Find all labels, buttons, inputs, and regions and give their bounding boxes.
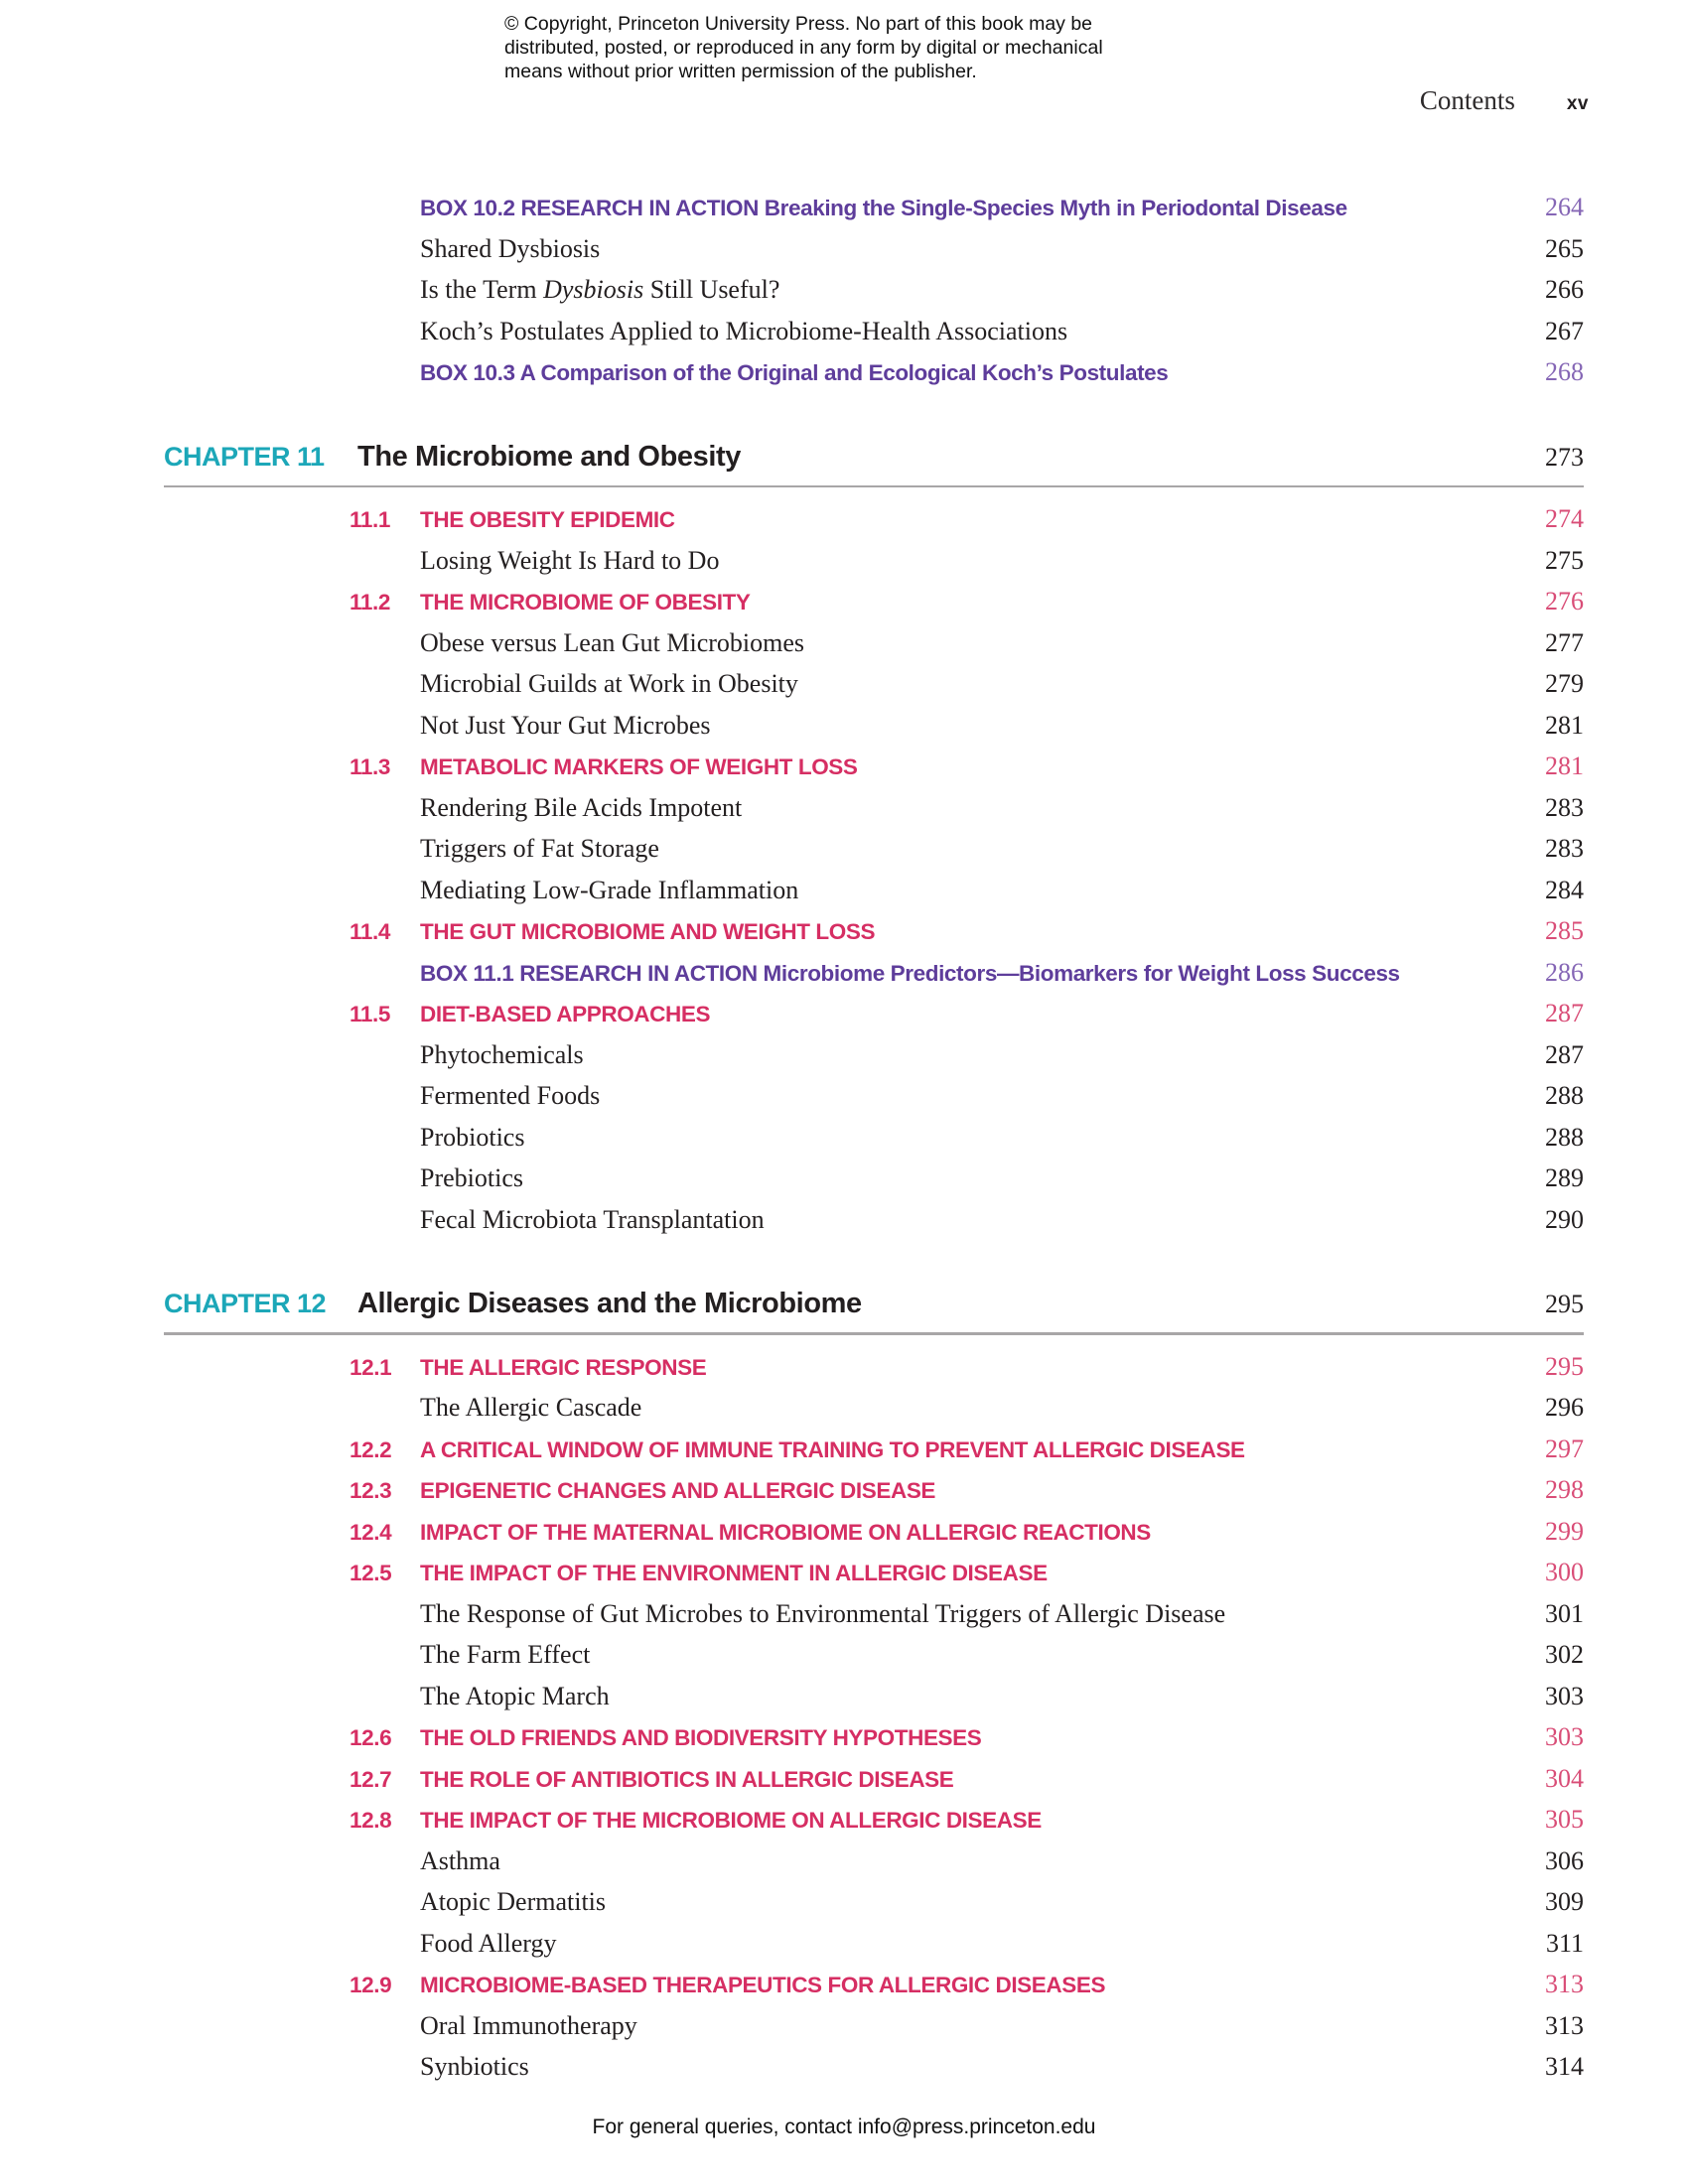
page-number: 311 — [1545, 1928, 1584, 1958]
entry-title: The Atopic March — [420, 1681, 610, 1710]
entry-title: The Farm Effect — [420, 1640, 591, 1669]
entry-title: Atopic Dermatitis — [420, 1887, 607, 1916]
entry-title: Rendering Bile Acids Impotent — [420, 792, 743, 822]
page-number: 306 — [1545, 1845, 1584, 1875]
toc-subsection-row — [164, 1846, 1584, 1888]
toc-subsection-row — [164, 546, 1584, 588]
entry-title: THE IMPACT OF THE ENVIRONMENT IN ALLERGIC DISEASE — [420, 1561, 1048, 1585]
entry-title: The Response of Gut Microbes to Environmental Triggers of Allergic Disease — [420, 1598, 1226, 1628]
toc-subsection-row — [164, 1393, 1584, 1434]
toc-subsection-row — [164, 234, 1584, 276]
chapter-title: The Microbiome and Obesity — [357, 440, 741, 473]
page-number: 309 — [1545, 1887, 1584, 1916]
page-number: 313 — [1545, 2010, 1584, 2040]
page-number: 285 — [1545, 916, 1584, 945]
toc-section-row — [164, 999, 1584, 1040]
page-number: 313 — [1545, 1970, 1584, 1998]
queries-contact-line: For general queries, contact info@press.princeton.edu — [592, 2116, 1096, 2138]
page-number: 273 — [1545, 442, 1584, 472]
entry-title: A CRITICAL WINDOW OF IMMUNE TRAINING TO PREVENT ALLERGIC DISEASE — [420, 1436, 1245, 1462]
page-number: 287 — [1545, 999, 1584, 1027]
page-folio: xv — [1566, 93, 1589, 114]
page-number: 300 — [1545, 1558, 1584, 1586]
entry-title: Koch’s Postulates Applied to Microbiome-Health Associations — [420, 316, 1068, 345]
page-number: 314 — [1545, 2052, 1584, 2081]
toc-section-row — [164, 1558, 1584, 1599]
toc-section-row — [164, 1722, 1584, 1764]
entry-title: IMPACT OF THE MATERNAL MICROBIOME ON ALLERGIC REACTIONS — [420, 1519, 1151, 1545]
entry-title: THE MICROBIOME OF OBESITY — [420, 590, 751, 614]
toc-section-row — [164, 1517, 1584, 1559]
page-number: 281 — [1545, 710, 1584, 740]
entry-title: Probiotics — [420, 1122, 525, 1152]
entry-title: THE ALLERGIC RESPONSE — [420, 1354, 707, 1380]
entry-title: Food Allergy — [420, 1928, 557, 1958]
toc-box-row — [164, 193, 1584, 234]
toc-section-row — [164, 1970, 1584, 2011]
page-number: 286 — [1545, 957, 1584, 987]
entry-title: Fecal Microbiota Transplantation — [420, 1204, 765, 1234]
section-number: 12.5 — [350, 1561, 392, 1585]
entry-title: METABOLIC MARKERS OF WEIGHT LOSS — [420, 754, 858, 779]
toc-subsection-row — [164, 876, 1584, 917]
toc-subsection-row — [164, 317, 1584, 358]
copyright-notice — [504, 12, 1103, 83]
chapter-header — [164, 441, 1584, 474]
section-number: 12.7 — [350, 1766, 392, 1792]
entry-title: Prebiotics — [420, 1163, 523, 1192]
toc-subsection-row — [164, 1599, 1584, 1641]
toc-section-row — [164, 1434, 1584, 1476]
page-number: 301 — [1545, 1598, 1584, 1628]
entry-title: The Allergic Cascade — [420, 1393, 642, 1422]
entry-title: THE OBESITY EPIDEMIC — [420, 507, 675, 532]
entry-title: THE IMPACT OF THE MICROBIOME ON ALLERGIC DISEASE — [420, 1808, 1042, 1833]
page-number: 297 — [1545, 1433, 1584, 1463]
toc-section-row — [164, 587, 1584, 628]
entry-title: Asthma — [420, 1845, 500, 1875]
contents-label: Contents — [1419, 85, 1515, 115]
entry-title: BOX 10.2 RESEARCH IN ACTION Breaking the Single-Species Myth in Periodontal Disease — [420, 196, 1347, 220]
page-number: 302 — [1545, 1640, 1584, 1669]
toc-section-row — [164, 1764, 1584, 1806]
entry-title: MICROBIOME-BASED THERAPEUTICS FOR ALLERGIC DISEASES — [420, 1973, 1106, 1997]
page-number: 287 — [1545, 1039, 1584, 1069]
page-number: 303 — [1545, 1722, 1584, 1751]
chapter-label: CHAPTER 11 — [164, 441, 325, 472]
chapter-10-spillover-rows — [164, 193, 1584, 399]
toc-subsection-row — [164, 711, 1584, 752]
toc-subsection-row — [164, 275, 1584, 317]
page-number: 274 — [1545, 504, 1584, 533]
section-number: 12.9 — [350, 1973, 392, 1997]
toc-subsection-row — [164, 2011, 1584, 2053]
toc-subsection-row — [164, 669, 1584, 711]
entry-title: Triggers of Fat Storage — [420, 834, 659, 863]
copyright-line: © Copyright, Princeton University Press. No part of this book may be — [504, 13, 1093, 35]
toc-subsection-row — [164, 1929, 1584, 1971]
page-number: 289 — [1545, 1163, 1584, 1192]
section-number: 11.4 — [350, 919, 390, 944]
toc-section-row — [164, 1475, 1584, 1517]
page-number: 303 — [1545, 1681, 1584, 1710]
page-number: 279 — [1545, 669, 1584, 698]
entry-title: Obese versus Lean Gut Microbiomes — [420, 627, 805, 657]
section-number: 12.8 — [350, 1808, 392, 1833]
page-number: 299 — [1545, 1516, 1584, 1546]
page-number: 284 — [1545, 875, 1584, 904]
section-number: 12.4 — [350, 1519, 392, 1545]
toc-section-row — [164, 504, 1584, 546]
entry-title: Is the Term Dysbiosis Still Useful? — [420, 275, 780, 304]
entry-title: BOX 11.1 RESEARCH IN ACTION Microbiome Predictors—Biomarkers for Weight Loss Success — [420, 960, 1400, 986]
entry-title: BOX 10.3 A Comparison of the Original and Ecological Koch’s Postulates — [420, 360, 1169, 385]
page-number: 295 — [1545, 1351, 1584, 1381]
section-number: 11.3 — [350, 754, 390, 779]
entry-title: Mediating Low-Grade Inflammation — [420, 875, 799, 904]
chapter-label: CHAPTER 12 — [164, 1289, 327, 1318]
page-number: 288 — [1545, 1122, 1584, 1152]
chapter-header — [164, 1288, 1584, 1320]
page-number: 277 — [1545, 627, 1584, 657]
section-number: 12.3 — [350, 1478, 392, 1503]
toc-subsection-row — [164, 1163, 1584, 1205]
copyright-line: means without prior written permission of the publisher. — [504, 61, 977, 82]
toc-subsection-row — [164, 1682, 1584, 1723]
toc-subsection-row — [164, 628, 1584, 670]
toc-section-row — [164, 1805, 1584, 1846]
page-number: 283 — [1545, 792, 1584, 822]
toc-subsection-row — [164, 1040, 1584, 1082]
toc-subsection-row — [164, 1205, 1584, 1247]
toc-subsection-row — [164, 1887, 1584, 1929]
entry-title: EPIGENETIC CHANGES AND ALLERGIC DISEASE — [420, 1478, 936, 1503]
entry-title: Synbiotics — [420, 2052, 529, 2081]
running-head — [1420, 85, 1589, 116]
page-number: 304 — [1545, 1763, 1584, 1793]
entry-title: THE GUT MICROBIOME AND WEIGHT LOSS — [420, 919, 876, 944]
entry-title: Oral Immunotherapy — [420, 2010, 637, 2040]
chapter-12-block — [164, 1288, 1584, 2094]
page-number: 267 — [1545, 316, 1584, 345]
toc-subsection-row — [164, 1640, 1584, 1682]
page-number: 288 — [1545, 1081, 1584, 1110]
entry-title: Microbial Guilds at Work in Obesity — [420, 669, 798, 698]
toc-subsection-row — [164, 834, 1584, 876]
toc-section-row — [164, 916, 1584, 958]
section-number: 12.2 — [350, 1436, 392, 1462]
section-number: 11.5 — [350, 1002, 390, 1026]
page-number: 275 — [1545, 545, 1584, 575]
page-number: 276 — [1545, 587, 1584, 615]
page-number: 295 — [1545, 1290, 1584, 1318]
page-number: 266 — [1545, 275, 1584, 304]
entry-title: Fermented Foods — [420, 1081, 601, 1110]
page-number: 305 — [1545, 1805, 1584, 1834]
toc-subsection-row — [164, 793, 1584, 835]
toc-section-row — [164, 751, 1584, 793]
page-number: 268 — [1545, 357, 1584, 386]
toc-subsection-row — [164, 2052, 1584, 2094]
copyright-line: distributed, posted, or reproduced in any form by digital or mechanical — [504, 37, 1103, 59]
entry-title: Phytochemicals — [420, 1039, 584, 1069]
page-number: 283 — [1545, 834, 1584, 863]
page-number: 264 — [1545, 193, 1584, 221]
page-number: 298 — [1545, 1475, 1584, 1504]
chapter-11-block — [164, 441, 1584, 1247]
toc-subsection-row — [164, 1081, 1584, 1123]
page-number: 281 — [1545, 751, 1584, 780]
chapter-title: Allergic Diseases and the Microbiome — [357, 1288, 862, 1319]
section-number: 12.1 — [350, 1354, 392, 1380]
entry-title: Losing Weight Is Hard to Do — [420, 545, 720, 575]
entry-title: Shared Dysbiosis — [420, 233, 601, 263]
toc-box-row — [164, 958, 1584, 1000]
toc-section-row — [164, 1352, 1584, 1394]
entry-title: THE ROLE OF ANTIBIOTICS IN ALLERGIC DISEASE — [420, 1766, 954, 1792]
chapter-divider — [164, 485, 1584, 488]
entry-title: Not Just Your Gut Microbes — [420, 710, 711, 740]
entry-title: THE OLD FRIENDS AND BIODIVERSITY HYPOTHESES — [420, 1725, 982, 1750]
page-number: 296 — [1545, 1393, 1584, 1422]
entry-title: DIET-BASED APPROACHES — [420, 1002, 711, 1026]
chapter-divider — [164, 1332, 1584, 1335]
section-number: 11.1 — [350, 507, 390, 532]
section-number: 11.2 — [350, 590, 390, 614]
toc-box-row — [164, 357, 1584, 399]
toc-subsection-row — [164, 1123, 1584, 1164]
page-number: 290 — [1545, 1204, 1584, 1234]
table-of-contents — [164, 193, 1584, 2094]
page-number: 265 — [1545, 233, 1584, 263]
section-number: 12.6 — [350, 1725, 392, 1750]
